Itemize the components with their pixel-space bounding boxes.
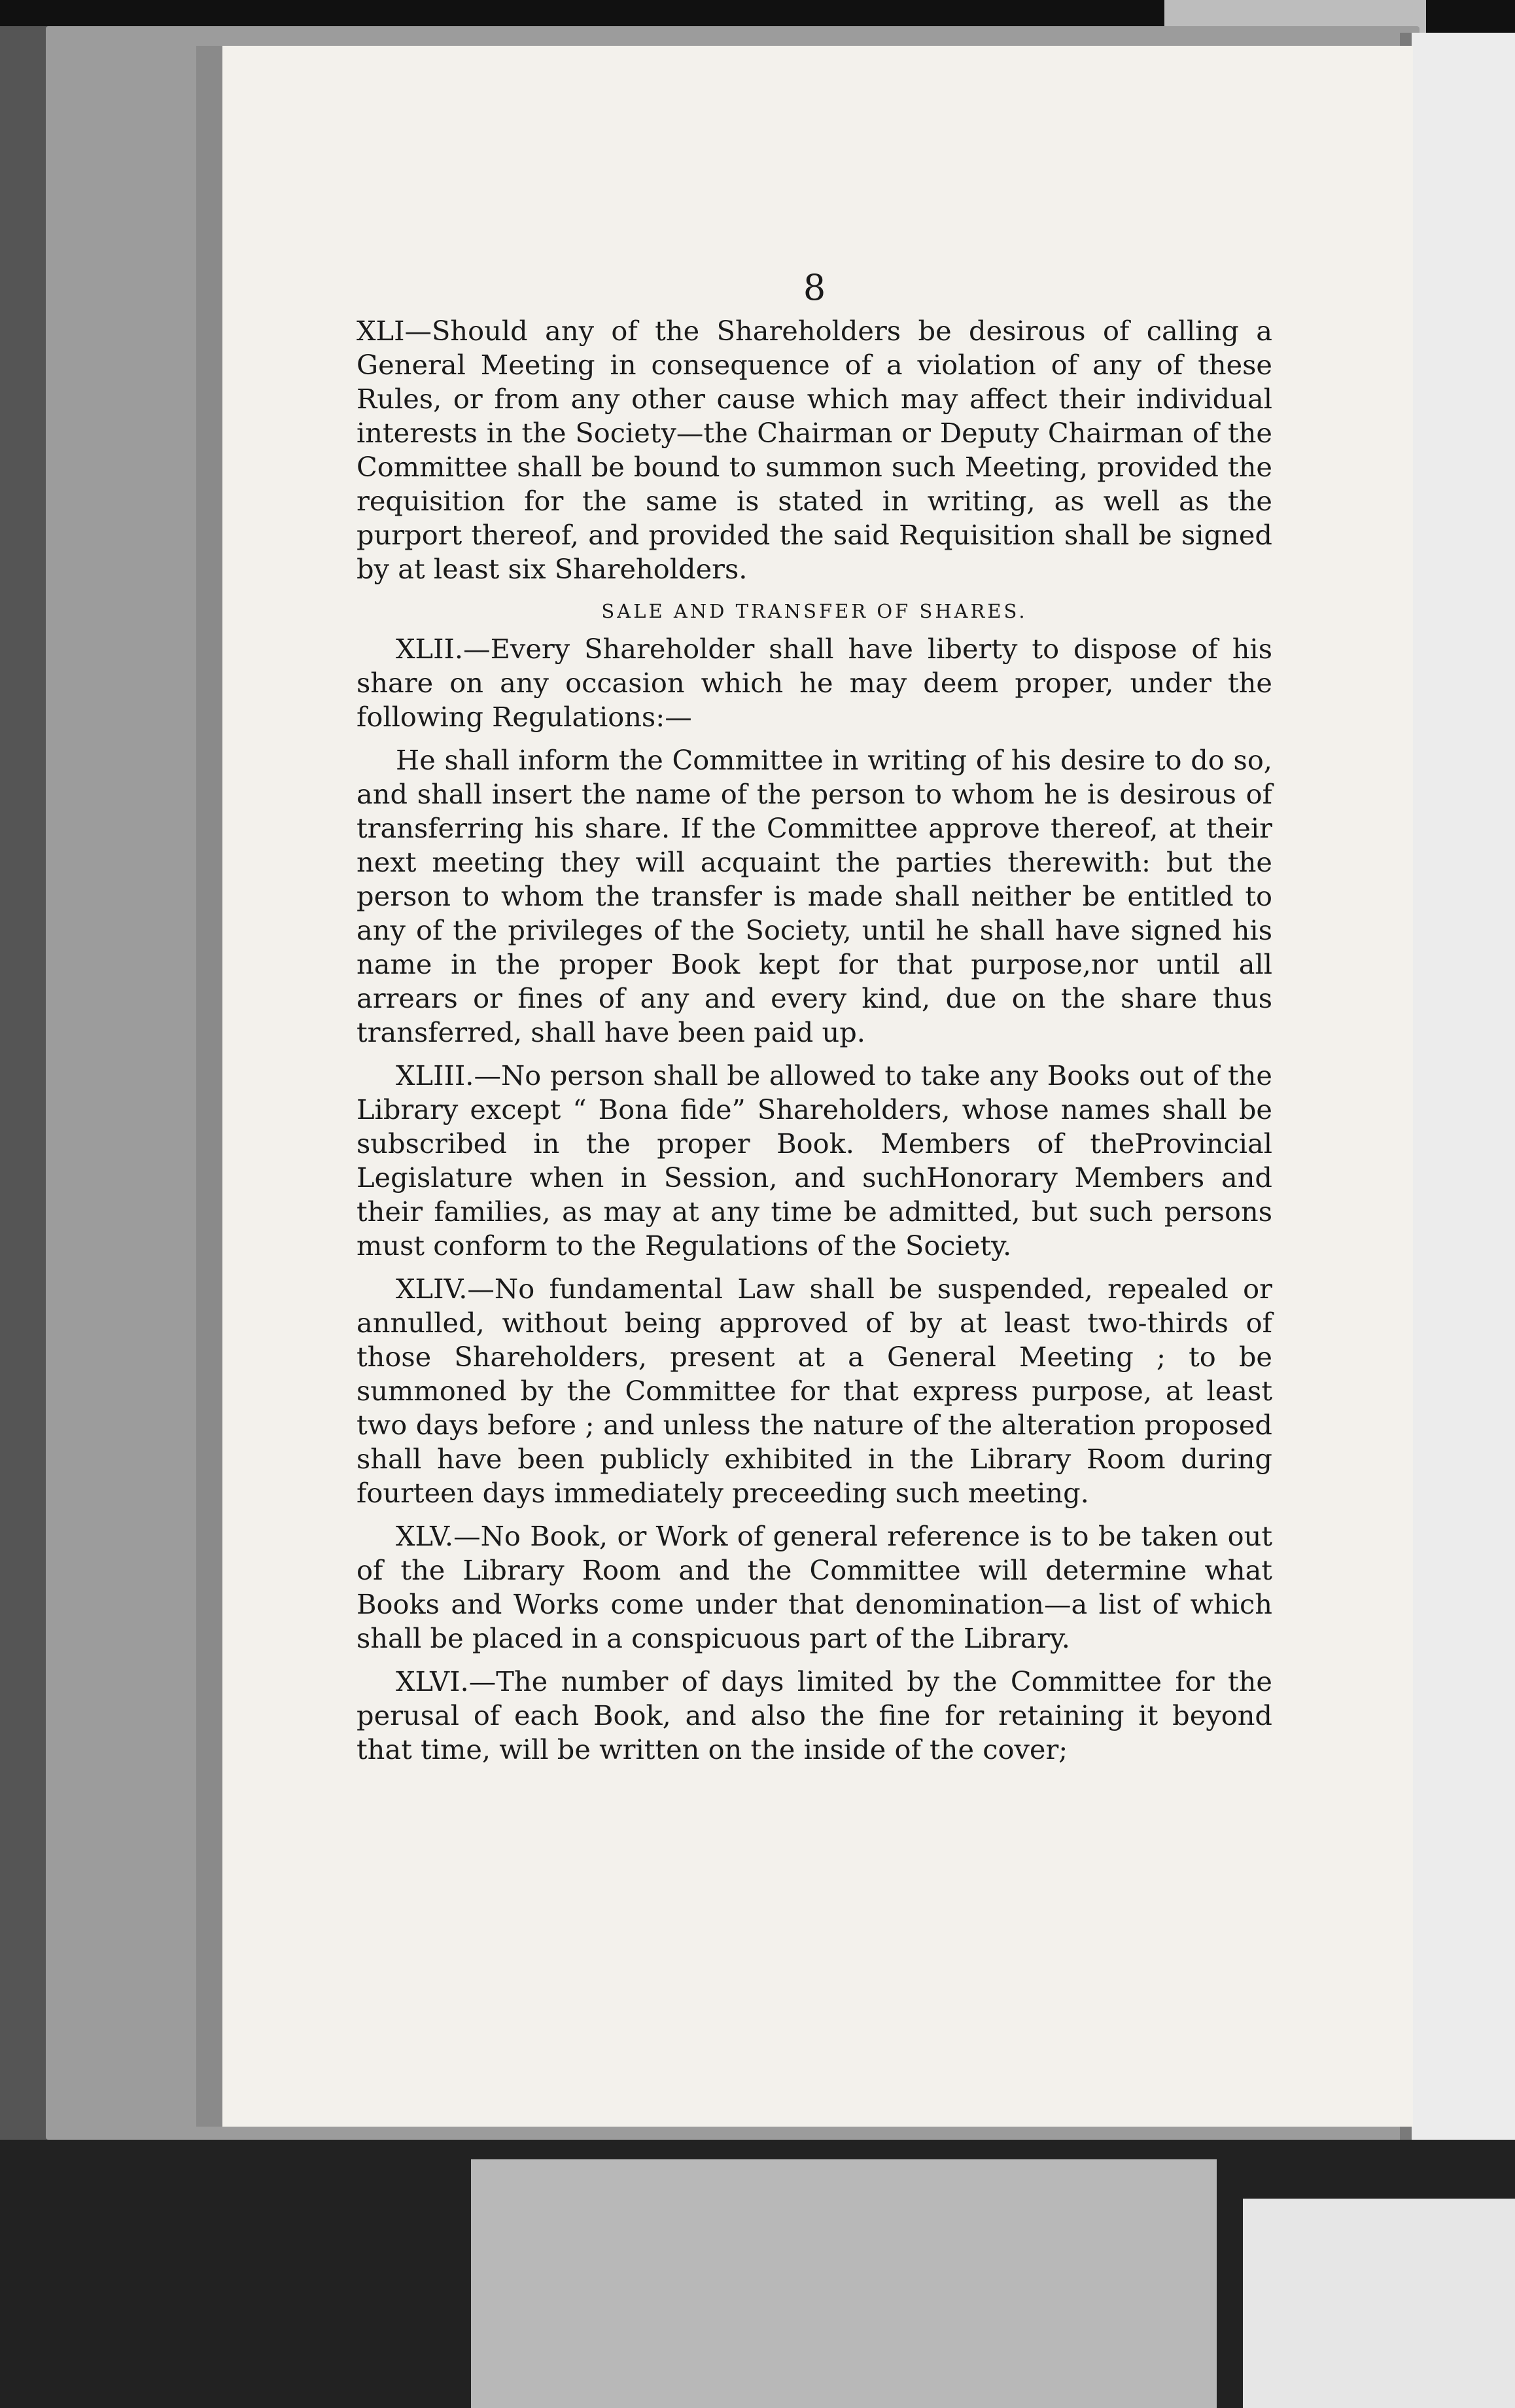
left-scan-border [0,26,52,2408]
bottom-right-paper [1243,2199,1515,2408]
page-text [357,268,1272,1776]
rule-xlii-regulations: He shall inform the Committee in writing of his desire to do so, and shall insert the name of the person to whom he is desirous of transferring his share. If the Committee approve thereof, at their next meeting they will acquaint the parties therewith: but the person to whom the transfer is made shall neither be entitled to any of the privileges of the Society, until he shall have signed his name in the proper Book kept for that purpose,nor until all arrears or fines of any and every kind, due on the share thus transferred, shall have been paid up. [357,744,1272,1048]
rule-xliv: XLIV.—No fundamental Law shall be suspended, repealed or annulled, without being approved of by at least two-thirds of those Shareholders, present at a General Meeting ; to be summoned by the Committee for that express purpose, at least two days before ; and unless the nature of the alteration proposed shall have been publicly exhibited in the Library Room during fourteen days immediately preceeding such meeting. [357,1273,1272,1509]
rule-xlv: XLV.—No Book, or Work of general reference is to be taken out of the Library Room and the Committee will determine what Books and Works come under that denomination—a list of which shall be placed in a conspicuous part of the Library. [357,1520,1272,1654]
page-number: 8 [803,267,826,308]
rule-xlvi: XLVI.—The number of days limited by the Committee for the perusal of each Book, and also the fine for retaining it beyond that time, will be written on the inside of the cover; [357,1665,1272,1765]
section-heading: SALE AND TRANSFER OF SHARES. [601,600,1028,622]
adjacent-page [1400,33,1515,2218]
bottom-paper-strip [471,2159,1217,2408]
rule-xliii: XLIII.—No person shall be allowed to take any Books out of the Library except “ Bona fide” Shareholders, whose names shall be subscribed in the proper Book. Members of theProvincial Legislature when in Session, and suchHonorary Members and their families, as may at any time be admitted, but such persons must conform to the Regulations of the Society. [357,1059,1272,1262]
rule-xlii: XLII.—Every Shareholder shall have liberty to dispose of his share on any occasion which he may deem proper, under the following Regulations:— [357,633,1272,733]
rule-xli: XLI—Should any of the Shareholders be desirous of calling a General Meeting in consequence of a violation of any of these Rules, or from any other cause which may affect their individual interests in the Society—the Chairman or Deputy Chairman of the Committee shall be bound to summon such Meeting, provided the requisition for the same is stated in writing, as well as the purport thereof, and provided the said Requisition shall be signed by at least six Shareholders. [357,315,1272,585]
